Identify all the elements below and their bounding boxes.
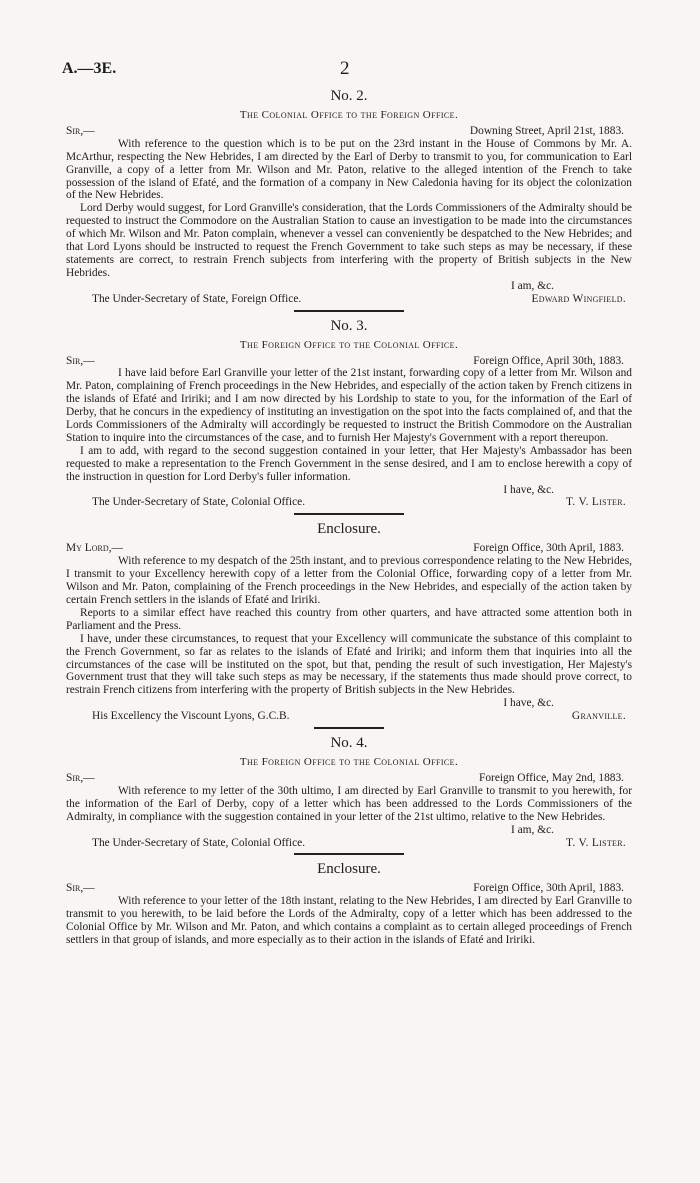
enclosure-title: Enclosure. bbox=[317, 521, 381, 538]
closing: I have, &c. bbox=[503, 483, 554, 496]
paragraph: Reports to a similar effect have reached this country from other quarters, and have attracted some attention both in Parliament and the Press. bbox=[66, 606, 632, 632]
signature-row bbox=[66, 496, 632, 509]
paragraph: With reference to the question which is to be put on the 23rd instant in the House of Commons by Mr. A. McArthur, respecting the New Hebrides, I am directed by the Earl of Derby to transmit to you, for communication to Earl Granville, a copy of a letter from Mr. Wilson and Mr. Paton, relative to the alleged intention of the French to take possession of the island of Efaté, and the formation of a company in New Caledonia having for its object the colonization of the New Hebrides. bbox=[66, 137, 632, 202]
salutation: Sir,— bbox=[66, 882, 95, 895]
salutation-row bbox=[66, 125, 632, 138]
closing: I have, &c. bbox=[503, 697, 554, 710]
letter-no-3 bbox=[66, 318, 632, 510]
signature: T. V. Lister. bbox=[566, 836, 626, 849]
document-body bbox=[66, 86, 632, 947]
salutation: Sir,— bbox=[66, 354, 95, 367]
salutation: Sir,— bbox=[66, 771, 95, 784]
signature: Edward Wingfield. bbox=[531, 292, 626, 305]
section-divider bbox=[294, 513, 404, 515]
letter-title: No. 2. bbox=[330, 88, 368, 104]
paragraph: Lord Derby would suggest, for Lord Granville's consideration, that the Lords Commissioners of the Admiralty should be requested to instruct the Commodore on the Australian Station to cause an investigation to be made into the circumstances of which Mr. Wilson and Mr. Paton complain, whenever a vessel can conveniently be despatched to the New Hebrides; and that Lord Lyons should be instructed to request the French Government to take such steps as may be necessary, if these statements are correct, to restrain French subjects from interfering with the property of British subjects in the New Hebrides. bbox=[66, 202, 632, 279]
salutation-row bbox=[66, 355, 632, 368]
letter-subtitle: The Foreign Office to the Colonial Office. bbox=[239, 338, 459, 351]
place-date: Foreign Office, April 30th, 1883. bbox=[473, 354, 624, 367]
place-date: Foreign Office, May 2nd, 1883. bbox=[479, 771, 624, 784]
closing: I am, &c. bbox=[510, 823, 554, 836]
closing: I am, &c. bbox=[510, 279, 554, 292]
letter-subtitle: The Foreign Office to the Colonial Office. bbox=[239, 756, 459, 769]
document-reference: A.—3E. bbox=[62, 60, 117, 77]
signature: Granville. bbox=[571, 710, 626, 723]
addressee: The Under-Secretary of State, Foreign Office. bbox=[92, 292, 302, 305]
addressee: His Excellency the Viscount Lyons, G.C.B. bbox=[92, 710, 290, 723]
section-divider bbox=[294, 853, 404, 855]
enclosure-2 bbox=[66, 861, 632, 947]
salutation-row bbox=[66, 542, 632, 555]
signature-row bbox=[66, 837, 632, 850]
salutation-row bbox=[66, 772, 632, 785]
letter-subtitle: The Colonial Office to the Foreign Office. bbox=[239, 109, 459, 121]
paragraph: I have, under these circumstances, to request that your Excellency will communicate the substance of this complaint to the French Government, so far as relates to the islands of Efaté and Iririki; and inform them that inquiries into all the circumstances of the case will be instituted on the spot, but that, pending the result of such investigation, Her Majesty's Government trust that they will take such steps as may be necessary, if the statements thus made should prove correct, to restrain French citizens from interfering with the property of British subjects in the New Hebrides. bbox=[66, 632, 632, 697]
signature: T. V. Lister. bbox=[566, 496, 626, 509]
paragraph: I have laid before Earl Granville your letter of the 21st instant, forwarding copy of a letter from Mr. Wilson and Mr. Paton, complaining of French proceedings in the New Hebrides, and especially of the action taken by French citizens in the islands of Efaté and Iririki; and I am now directed by his Lordship to state to you, for the information of the Earl of Derby, that he concurs in the expediency of instituting an investigation on the spot into the facts complained of, and that the Lords Commissioners of the Admiralty will accordingly be requested to instruct the British Commodore on the Australian Station to inquire into the circumstances of the case, and to furnish Her Majesty's Government with a report thereupon. bbox=[66, 367, 632, 444]
salutation-row bbox=[66, 882, 632, 895]
place-date: Foreign Office, 30th April, 1883. bbox=[473, 882, 624, 895]
paragraph: With reference to my despatch of the 25th instant, and to previous correspondence relating to the New Hebrides, I transmit to your Excellency herewith copy of a letter from the Colonial Office, forwarding copy of a letter from Mr. Wilson and Mr. Paton, complaining of the French proceedings in the New Hebrides, and especially of the action taken by certain French settlers in the islands of Efaté and Iririki. bbox=[66, 555, 632, 606]
section-divider bbox=[314, 727, 384, 729]
letter-title: No. 4. bbox=[330, 735, 368, 752]
paragraph: With reference to your letter of the 18th instant, relating to the New Hebrides, I am directed by Earl Granville to transmit to you herewith, to be laid before the Lords of the Admiralty, copy of a letter which has been addressed to the Colonial Office by Mr. Wilson and Mr. Paton, and which contains a complaint as to certain alleged proceedings of French settlers in that group of islands, and more especially as to their action in the islands of Efaté and Iririki. bbox=[66, 895, 632, 947]
letter-title: No. 3. bbox=[330, 317, 368, 334]
section-divider bbox=[294, 310, 404, 312]
signature-row bbox=[66, 293, 632, 306]
addressee: The Under-Secretary of State, Colonial Office. bbox=[92, 496, 306, 509]
page-number: 2 bbox=[340, 58, 350, 79]
enclosure-1 bbox=[66, 521, 632, 723]
letter-no-4 bbox=[66, 735, 632, 849]
letter-no-2 bbox=[66, 88, 632, 306]
signature-row bbox=[66, 710, 632, 723]
place-date: Downing Street, April 21st, 1883. bbox=[469, 124, 624, 137]
salutation: Sir,— bbox=[66, 124, 95, 137]
addressee: The Under-Secretary of State, Colonial Office. bbox=[92, 836, 306, 849]
paragraph: I am to add, with regard to the second suggestion contained in your letter, that Her Majesty's Ambassador has been requested to make a representation to the French Government in the sense desired, and I am to enclose herewith a copy of the instruction in question for Lord Derby's fuller information. bbox=[66, 444, 632, 483]
enclosure-title: Enclosure. bbox=[317, 861, 381, 878]
place-date: Foreign Office, 30th April, 1883. bbox=[473, 542, 624, 555]
paragraph: With reference to my letter of the 30th ultimo, I am directed by Earl Granville to transmit to you herewith, for the information of the Earl of Derby, copy of a letter which has been addressed to the Lords Commissioners of the Admiralty, in compliance with the suggestion contained in your letter of the 21st ultimo, relative to the New Hebrides. bbox=[66, 784, 632, 823]
salutation: My Lord,— bbox=[66, 542, 123, 555]
